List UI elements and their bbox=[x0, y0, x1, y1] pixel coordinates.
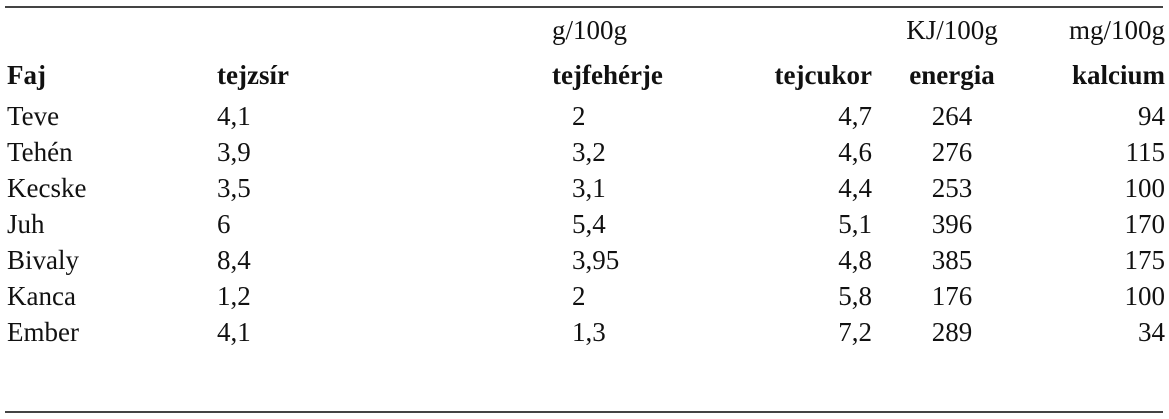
table-row bbox=[7, 242, 1165, 278]
cell-fat: 4,1 bbox=[217, 101, 251, 131]
cell-species: Kecske bbox=[7, 173, 87, 203]
unit-cell-species bbox=[7, 8, 217, 53]
unit-cell-lactose bbox=[712, 8, 872, 53]
column-header-fat: tejzsír bbox=[217, 60, 289, 90]
cell-fat: 1,2 bbox=[217, 281, 251, 311]
column-header-protein: tejfehérje bbox=[552, 60, 663, 90]
cell-calcium: 94 bbox=[1138, 101, 1165, 131]
cell-energy: 276 bbox=[931, 137, 973, 167]
milk-composition-table bbox=[7, 8, 1165, 350]
cell-protein: 3,2 bbox=[572, 137, 606, 167]
cell-species: Ember bbox=[7, 317, 79, 347]
cell-species: Juh bbox=[7, 209, 45, 239]
unit-cell-fat bbox=[217, 8, 552, 53]
cell-protein: 3,95 bbox=[572, 245, 620, 275]
cell-protein: 3,1 bbox=[572, 173, 606, 203]
column-header-species: Faj bbox=[7, 60, 46, 90]
cell-species: Tehén bbox=[7, 137, 73, 167]
cell-calcium: 100 bbox=[1124, 173, 1165, 203]
cell-calcium: 34 bbox=[1138, 317, 1165, 347]
column-header-calcium: kalcium bbox=[1071, 60, 1165, 90]
cell-energy: 385 bbox=[931, 245, 973, 275]
cell-species: Bivaly bbox=[7, 245, 79, 275]
cell-protein: 2 bbox=[572, 101, 586, 131]
bottom-rule bbox=[5, 411, 1163, 413]
cell-fat: 3,9 bbox=[217, 137, 251, 167]
cell-lactose: 5,8 bbox=[838, 281, 872, 311]
cell-lactose: 4,8 bbox=[838, 245, 872, 275]
cell-protein: 1,3 bbox=[572, 317, 606, 347]
unit-cell-energy: KJ/100g bbox=[906, 15, 998, 45]
cell-lactose: 4,7 bbox=[838, 101, 872, 131]
unit-row bbox=[7, 8, 1165, 53]
cell-energy: 396 bbox=[931, 209, 973, 239]
column-header-energy: energia bbox=[909, 60, 995, 90]
cell-energy: 253 bbox=[931, 173, 973, 203]
table-row bbox=[7, 278, 1165, 314]
cell-energy: 264 bbox=[931, 101, 973, 131]
unit-cell-protein: g/100g bbox=[552, 15, 628, 45]
cell-lactose: 4,4 bbox=[838, 173, 872, 203]
cell-lactose: 5,1 bbox=[838, 209, 872, 239]
table-row bbox=[7, 170, 1165, 206]
table-row bbox=[7, 134, 1165, 170]
cell-calcium: 170 bbox=[1124, 209, 1165, 239]
cell-species: Kanca bbox=[7, 281, 76, 311]
header-row bbox=[7, 53, 1165, 98]
cell-calcium: 175 bbox=[1124, 245, 1165, 275]
cell-calcium: 115 bbox=[1125, 137, 1165, 167]
cell-lactose: 7,2 bbox=[838, 317, 872, 347]
cell-energy: 176 bbox=[931, 281, 973, 311]
cell-fat: 6 bbox=[217, 209, 231, 239]
cell-fat: 3,5 bbox=[217, 173, 251, 203]
cell-protein: 2 bbox=[572, 281, 586, 311]
table-row bbox=[7, 98, 1165, 134]
cell-species: Teve bbox=[7, 101, 60, 131]
table-row bbox=[7, 314, 1165, 350]
table-row bbox=[7, 206, 1165, 242]
cell-lactose: 4,6 bbox=[838, 137, 872, 167]
cell-calcium: 100 bbox=[1124, 281, 1165, 311]
cell-energy: 289 bbox=[931, 317, 973, 347]
cell-fat: 4,1 bbox=[217, 317, 251, 347]
cell-fat: 8,4 bbox=[217, 245, 251, 275]
unit-cell-calcium: mg/100g bbox=[1068, 15, 1165, 45]
column-header-lactose: tejcukor bbox=[774, 60, 872, 90]
cell-protein: 5,4 bbox=[572, 209, 606, 239]
